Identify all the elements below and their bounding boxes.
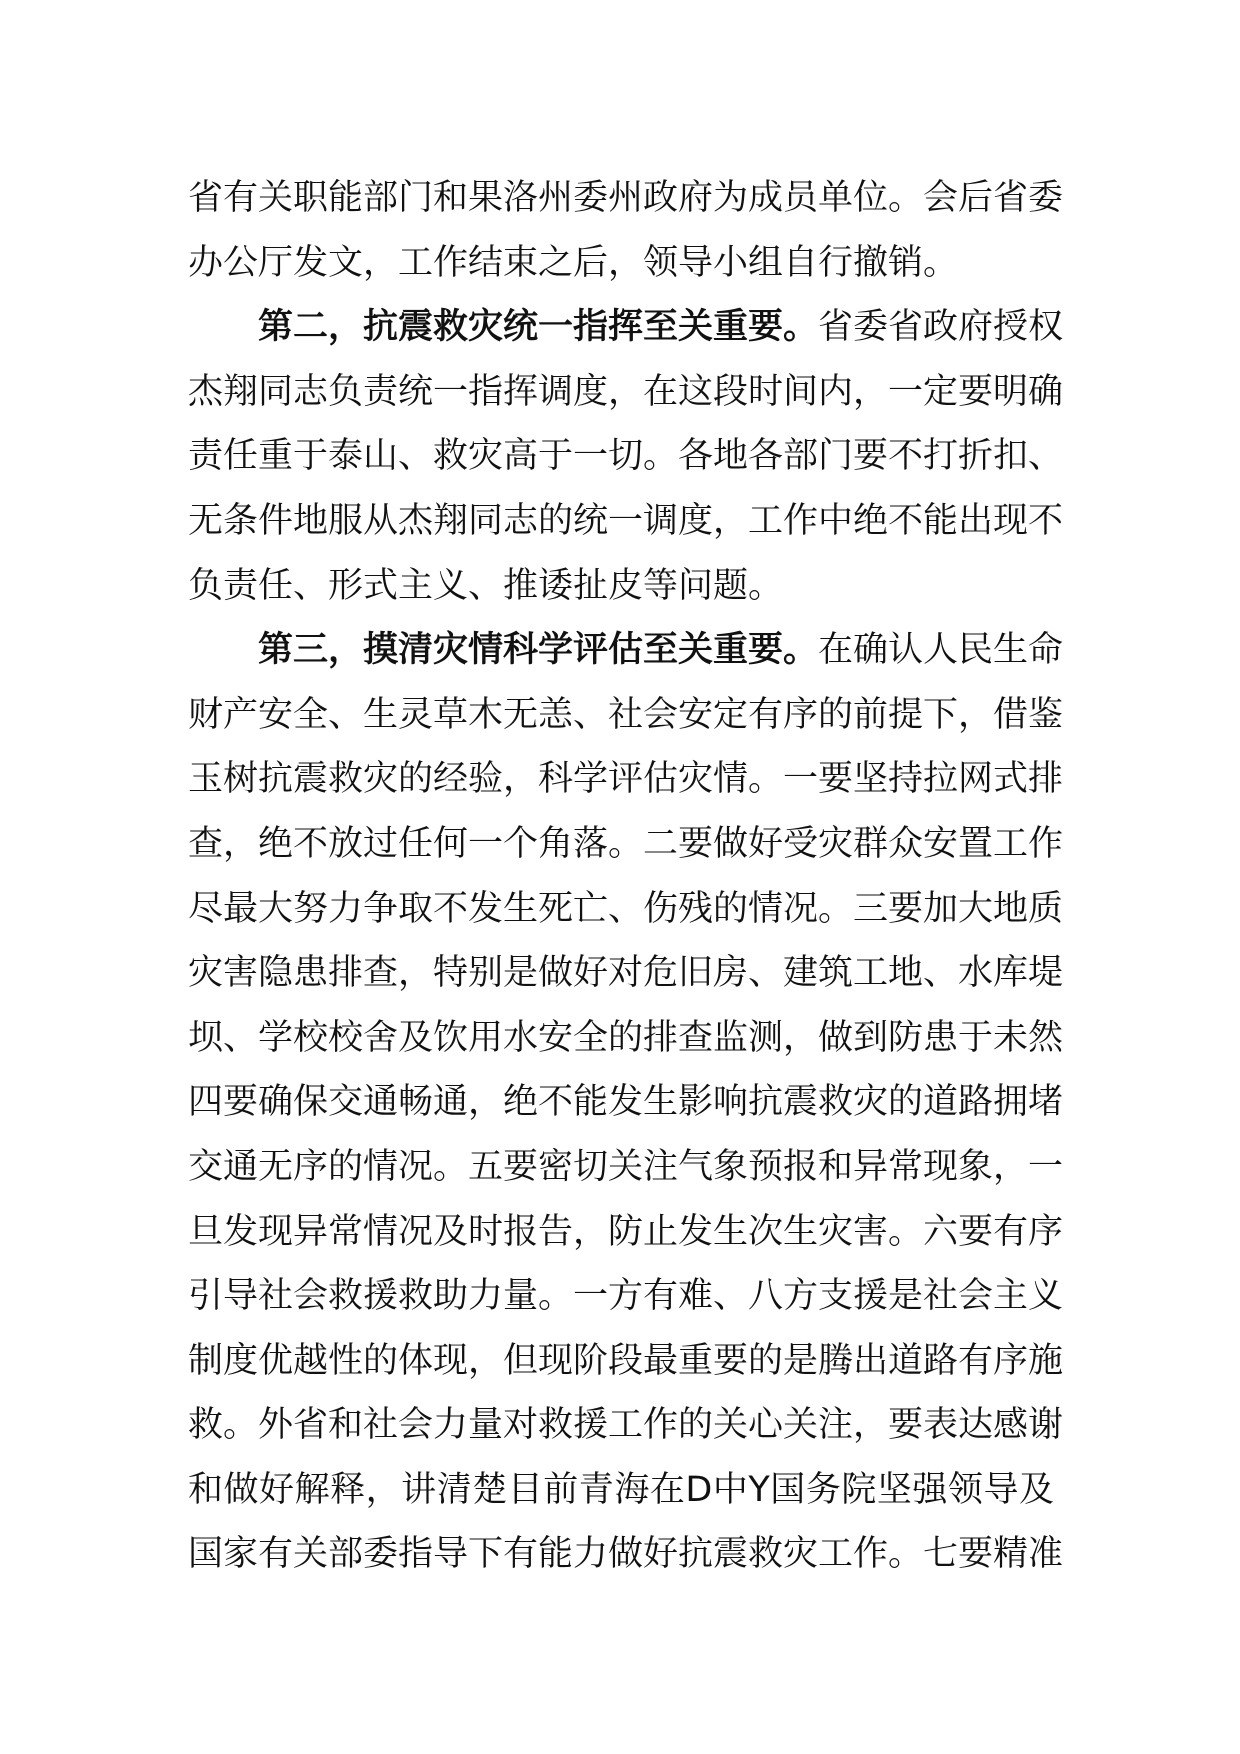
paragraph-first-line [188,618,1064,683]
text-line: 办公厅发文，工作结束之后，领导小组自行撤销。 [188,242,959,283]
text-line: 引导社会救援救助力量。一方有难、八方支援是社会主义 [188,1276,1064,1317]
text-line: 无条件地服从杰翔同志的统一调度，工作中绝不能出现不 [188,500,1064,541]
text-line: 救。外省和社会力量对救援工作的关心关注，要表达感谢 [188,1405,1064,1446]
text-line: 省有关职能部门和果洛州委州政府为成员单位。会后省委 [188,178,1064,218]
text-line: 杰翔同志负责统一指挥调度，在这段时间内，一定要明确 [188,371,1064,412]
text-line: 交通无序的情况。五要密切关注气象预报和异常现象，一 [188,1146,1064,1187]
paragraph-first-line [188,295,1064,360]
text-line: 财产安全、生灵草木无恙、社会安定有序的前提下，借鉴 [188,694,1064,735]
text-span: 省委省政府授权 [818,307,1064,348]
text-line: 灾害隐患排查，特别是做好对危旧房、建筑工地、水库堤 [188,953,1064,994]
paragraph-2 [188,295,1064,618]
text-span: 在确认人民生命 [818,630,1064,671]
text-line: 四要确保交通畅通，绝不能发生影响抗震救灾的道路拥堵 [188,1082,1064,1123]
paragraph-heading: 第二，抗震救灾统一指挥至关重要。 [258,307,819,348]
text-line: 制度优越性的体现，但现阶段最重要的是腾出道路有序施 [188,1340,1064,1381]
text-line: 责任重于泰山、救灾高于一切。各地各部门要不打折扣、 [188,436,1064,477]
paragraph-heading: 第三，摸清灾情科学评估至关重要。 [258,630,819,671]
text-line: 旦发现异常情况及时报告，防止发生次生灾害。六要有序 [188,1211,1064,1252]
paragraph-1 [188,166,1064,295]
paragraph-3 [188,618,1064,1587]
text-line: 玉树抗震救灾的经验，科学评估灾情。一要坚持拉网式排 [188,759,1064,800]
text-line: 尽最大努力争取不发生死亡、伤残的情况。三要加大地质 [188,888,1064,929]
text-line: 和做好解释，讲清楚目前青海在D中Y国务院坚强领导及 [188,1469,1054,1510]
text-line: 查，绝不放过任何一个角落。二要做好受灾群众安置工作 [188,823,1064,864]
text-line: 国家有关部委指导下有能力做好抗震救灾工作。七要精准 [188,1534,1064,1575]
text-line: 负责任、形式主义、推诿扯皮等问题。 [188,565,784,606]
text-line: 坝、学校校舍及饮用水安全的排查监测，做到防患于未然 [188,1017,1064,1058]
document-body [188,166,1064,1587]
